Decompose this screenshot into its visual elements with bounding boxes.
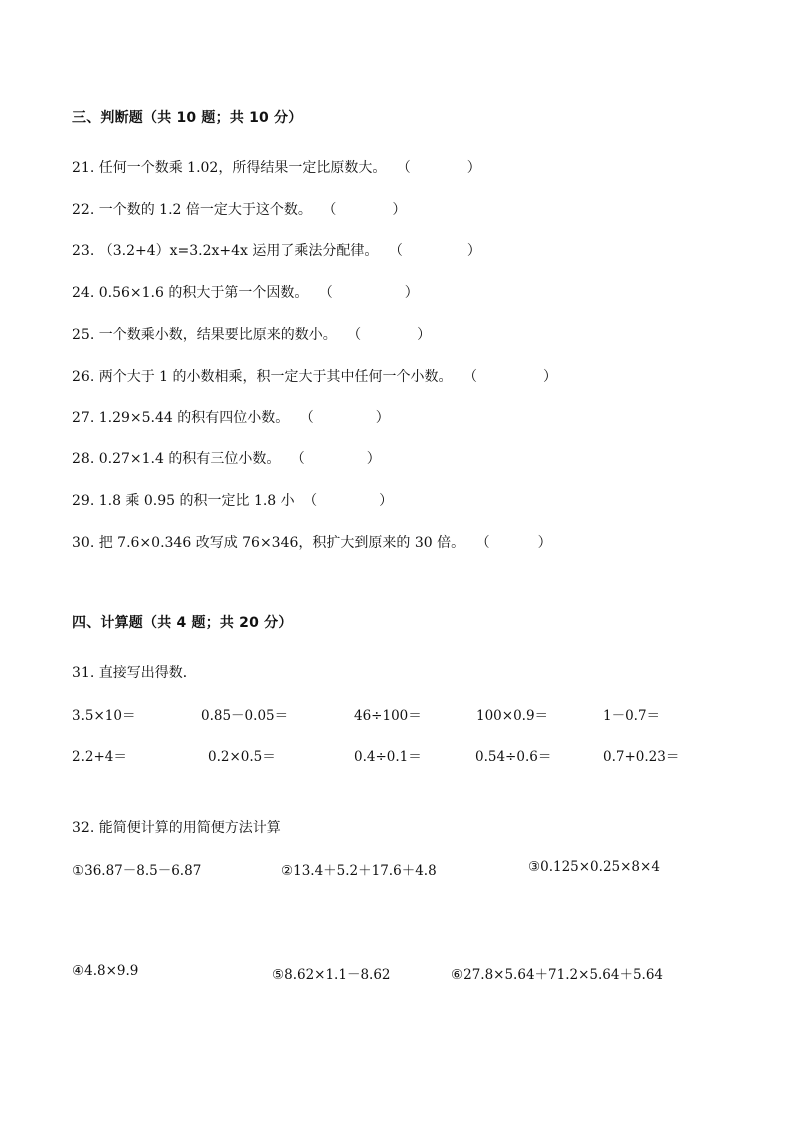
mental-math-item: 0.54÷0.6＝ <box>475 749 552 765</box>
answer-blank[interactable]: （ ） <box>290 451 381 467</box>
question-28 <box>72 448 381 468</box>
question-text: 27. 1.29×5.44 的积有四位小数。 <box>72 410 290 426</box>
question-29 <box>72 490 393 510</box>
answer-blank[interactable]: （ ） <box>347 327 432 343</box>
simplify-item: ④4.8×9.9 <box>72 963 139 979</box>
question-27 <box>72 407 390 427</box>
question-25 <box>72 324 431 344</box>
question-text: 21. 任何一个数乘 1.02，所得结果一定比原数大。 <box>72 160 387 176</box>
section-4-heading: 四、计算题（共 4 题；共 20 分） <box>72 615 293 631</box>
question-text: 26. 两个大于 1 的小数相乘，积一定大于其中任何一个小数。 <box>72 369 453 385</box>
answer-blank[interactable]: （ ） <box>462 369 557 385</box>
mental-math-item: 100×0.9＝ <box>476 708 549 724</box>
question-text: 29. 1.8 乘 0.95 的积一定比 1.8 小 <box>72 493 295 509</box>
simplify-item: ⑥27.8×5.64＋71.2×5.64＋5.64 <box>451 967 664 983</box>
question-21 <box>72 157 481 177</box>
answer-blank[interactable]: （ ） <box>303 493 394 509</box>
mental-math-item: 0.4÷0.1＝ <box>354 749 422 765</box>
answer-blank[interactable]: （ ） <box>299 410 390 426</box>
answer-blank[interactable]: （ ） <box>322 202 407 218</box>
mental-math-item: 0.85－0.05＝ <box>201 708 289 724</box>
mental-math-item: 0.2×0.5＝ <box>208 749 276 765</box>
mental-math-item: 1－0.7＝ <box>603 708 661 724</box>
question-text: 25. 一个数乘小数，结果要比原来的数小。 <box>72 327 337 343</box>
mental-math-item: 0.7+0.23＝ <box>603 749 680 765</box>
question-30 <box>72 532 552 552</box>
question-text: 22. 一个数的 1.2 倍一定大于这个数。 <box>72 202 312 218</box>
question-text: 28. 0.27×1.4 的积有三位小数。 <box>72 451 281 467</box>
question-text: 24. 0.56×1.6 的积大于第一个因数。 <box>72 285 309 301</box>
simplify-item: ①36.87－8.5－6.87 <box>72 863 202 879</box>
mental-math-item: 2.2+4＝ <box>72 749 127 765</box>
section-3-heading: 三、判断题（共 10 题；共 10 分） <box>72 110 303 126</box>
question-24 <box>72 282 419 302</box>
mental-math-item: 46÷100＝ <box>354 708 422 724</box>
simplify-item: ③0.125×0.25×8×4 <box>528 859 660 875</box>
simplify-item: ⑤8.62×1.1－8.62 <box>272 967 391 983</box>
question-32-prompt: 32. 能简便计算的用简便方法计算 <box>72 820 281 836</box>
question-22 <box>72 199 406 219</box>
answer-blank[interactable]: （ ） <box>318 285 419 301</box>
question-26 <box>72 366 557 386</box>
answer-blank[interactable]: （ ） <box>388 243 481 259</box>
answer-blank[interactable]: （ ） <box>396 160 481 176</box>
simplify-item: ②13.4＋5.2＋17.6＋4.8 <box>281 863 437 879</box>
question-23 <box>72 240 481 260</box>
question-31-prompt: 31. 直接写出得数． <box>72 665 197 681</box>
mental-math-item: 3.5×10＝ <box>72 708 136 724</box>
question-text: 23. （3.2+4）x=3.2x+4x 运用了乘法分配律。 <box>72 243 379 259</box>
question-text: 30. 把 7.6×0.346 改写成 76×346，积扩大到原来的 30 倍。 <box>72 535 466 551</box>
answer-blank[interactable]: （ ） <box>475 535 552 551</box>
